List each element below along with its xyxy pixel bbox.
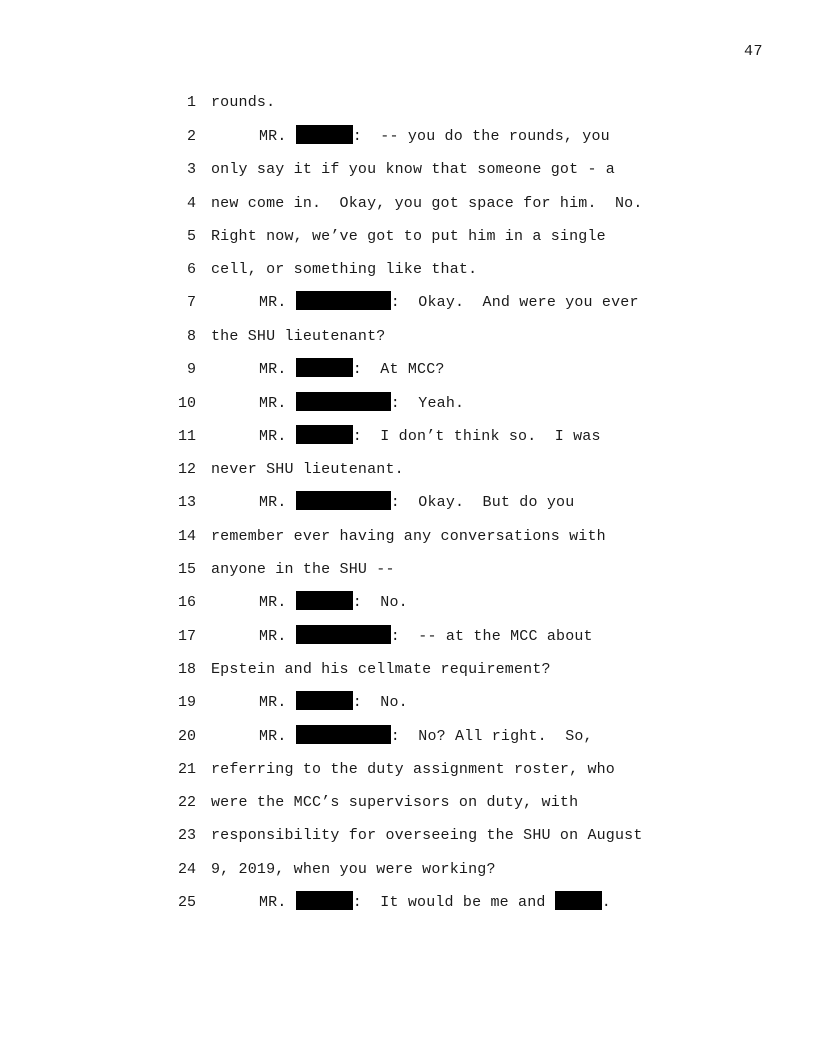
line-text: anyone in the SHU --	[211, 561, 395, 578]
speaker-colon: :	[390, 628, 400, 645]
page-number: 47	[743, 43, 763, 60]
line-text: the SHU lieutenant?	[211, 328, 386, 345]
line-text: Right now, we’ve got to put him in a single	[211, 228, 606, 245]
line-number: 16	[177, 594, 196, 611]
line-text: No.	[361, 694, 408, 711]
speaker-prefix: MR.	[259, 128, 296, 145]
line-number: 23	[177, 827, 196, 844]
redaction-block	[555, 891, 602, 910]
speaker-colon: :	[352, 428, 362, 445]
line-number: 18	[177, 661, 196, 678]
line-number: 21	[177, 761, 196, 778]
redaction-block	[296, 291, 391, 310]
line-number: 20	[177, 728, 196, 745]
redaction-block	[296, 891, 353, 910]
line-text: never SHU lieutenant.	[211, 461, 404, 478]
line-text: Okay. And were you ever	[399, 294, 639, 311]
redaction-block	[296, 425, 353, 444]
speaker-colon: :	[352, 694, 362, 711]
speaker-prefix: MR.	[259, 894, 296, 911]
line-end-punctuation: .	[601, 894, 611, 911]
line-text: were the MCC’s supervisors on duty, with	[211, 794, 579, 811]
line-number: 10	[177, 395, 196, 412]
line-text: cell, or something like that.	[211, 261, 478, 278]
line-text: I don’t think so. I was	[361, 428, 601, 445]
line-text: 9, 2019, when you were working?	[211, 861, 496, 878]
speaker-prefix: MR.	[259, 728, 296, 745]
line-text: No? All right. So,	[399, 728, 593, 745]
redaction-block	[296, 725, 391, 744]
line-number: 14	[177, 528, 196, 545]
speaker-colon: :	[352, 594, 362, 611]
speaker-colon: :	[390, 395, 400, 412]
speaker-colon: :	[352, 128, 362, 145]
line-number: 12	[177, 461, 196, 478]
speaker-prefix: MR.	[259, 361, 296, 378]
line-text: only say it if you know that someone got - a	[211, 161, 615, 178]
speaker-colon: :	[390, 494, 400, 511]
line-number: 4	[186, 195, 196, 212]
line-number: 6	[186, 261, 196, 278]
line-number: 13	[177, 494, 196, 511]
line-number: 9	[186, 361, 196, 378]
speaker-prefix: MR.	[259, 428, 296, 445]
line-number: 22	[177, 794, 196, 811]
speaker-colon: :	[352, 894, 362, 911]
speaker-colon: :	[352, 361, 362, 378]
line-number: 5	[186, 228, 196, 245]
line-text: responsibility for overseeing the SHU on August	[211, 827, 643, 844]
line-text: Yeah.	[399, 395, 465, 412]
line-number: 24	[177, 861, 196, 878]
line-number: 2	[186, 128, 196, 145]
line-number: 1	[186, 94, 196, 111]
line-number: 8	[186, 328, 196, 345]
redaction-block	[296, 491, 391, 510]
line-number: 7	[186, 294, 196, 311]
redaction-block	[296, 125, 353, 144]
speaker-prefix: MR.	[259, 395, 296, 412]
line-text: -- you do the rounds, you	[361, 128, 610, 145]
speaker-prefix: MR.	[259, 494, 296, 511]
speaker-colon: :	[390, 728, 400, 745]
redaction-block	[296, 625, 391, 644]
speaker-colon: :	[390, 294, 400, 311]
line-text: Epstein and his cellmate requirement?	[211, 661, 551, 678]
redaction-block	[296, 691, 353, 710]
line-text: referring to the duty assignment roster, who	[211, 761, 615, 778]
line-number: 19	[177, 694, 196, 711]
line-number: 3	[186, 161, 196, 178]
speaker-prefix: MR.	[259, 628, 296, 645]
line-text: remember ever having any conversations with	[211, 528, 606, 545]
line-text: new come in. Okay, you got space for him. No.	[211, 195, 643, 212]
line-number: 17	[177, 628, 196, 645]
speaker-prefix: MR.	[259, 694, 296, 711]
line-number: 15	[177, 561, 196, 578]
line-number: 25	[177, 894, 196, 911]
line-number: 11	[177, 428, 196, 445]
redaction-block	[296, 358, 353, 377]
speaker-prefix: MR.	[259, 594, 296, 611]
line-text: Okay. But do you	[399, 494, 575, 511]
redaction-block	[296, 392, 391, 411]
speaker-prefix: MR.	[259, 294, 296, 311]
line-text: -- at the MCC about	[399, 628, 593, 645]
line-text: No.	[361, 594, 408, 611]
line-text: It would be me and	[361, 894, 555, 911]
redaction-block	[296, 591, 353, 610]
line-text: rounds.	[211, 94, 276, 111]
line-text: At MCC?	[361, 361, 445, 378]
